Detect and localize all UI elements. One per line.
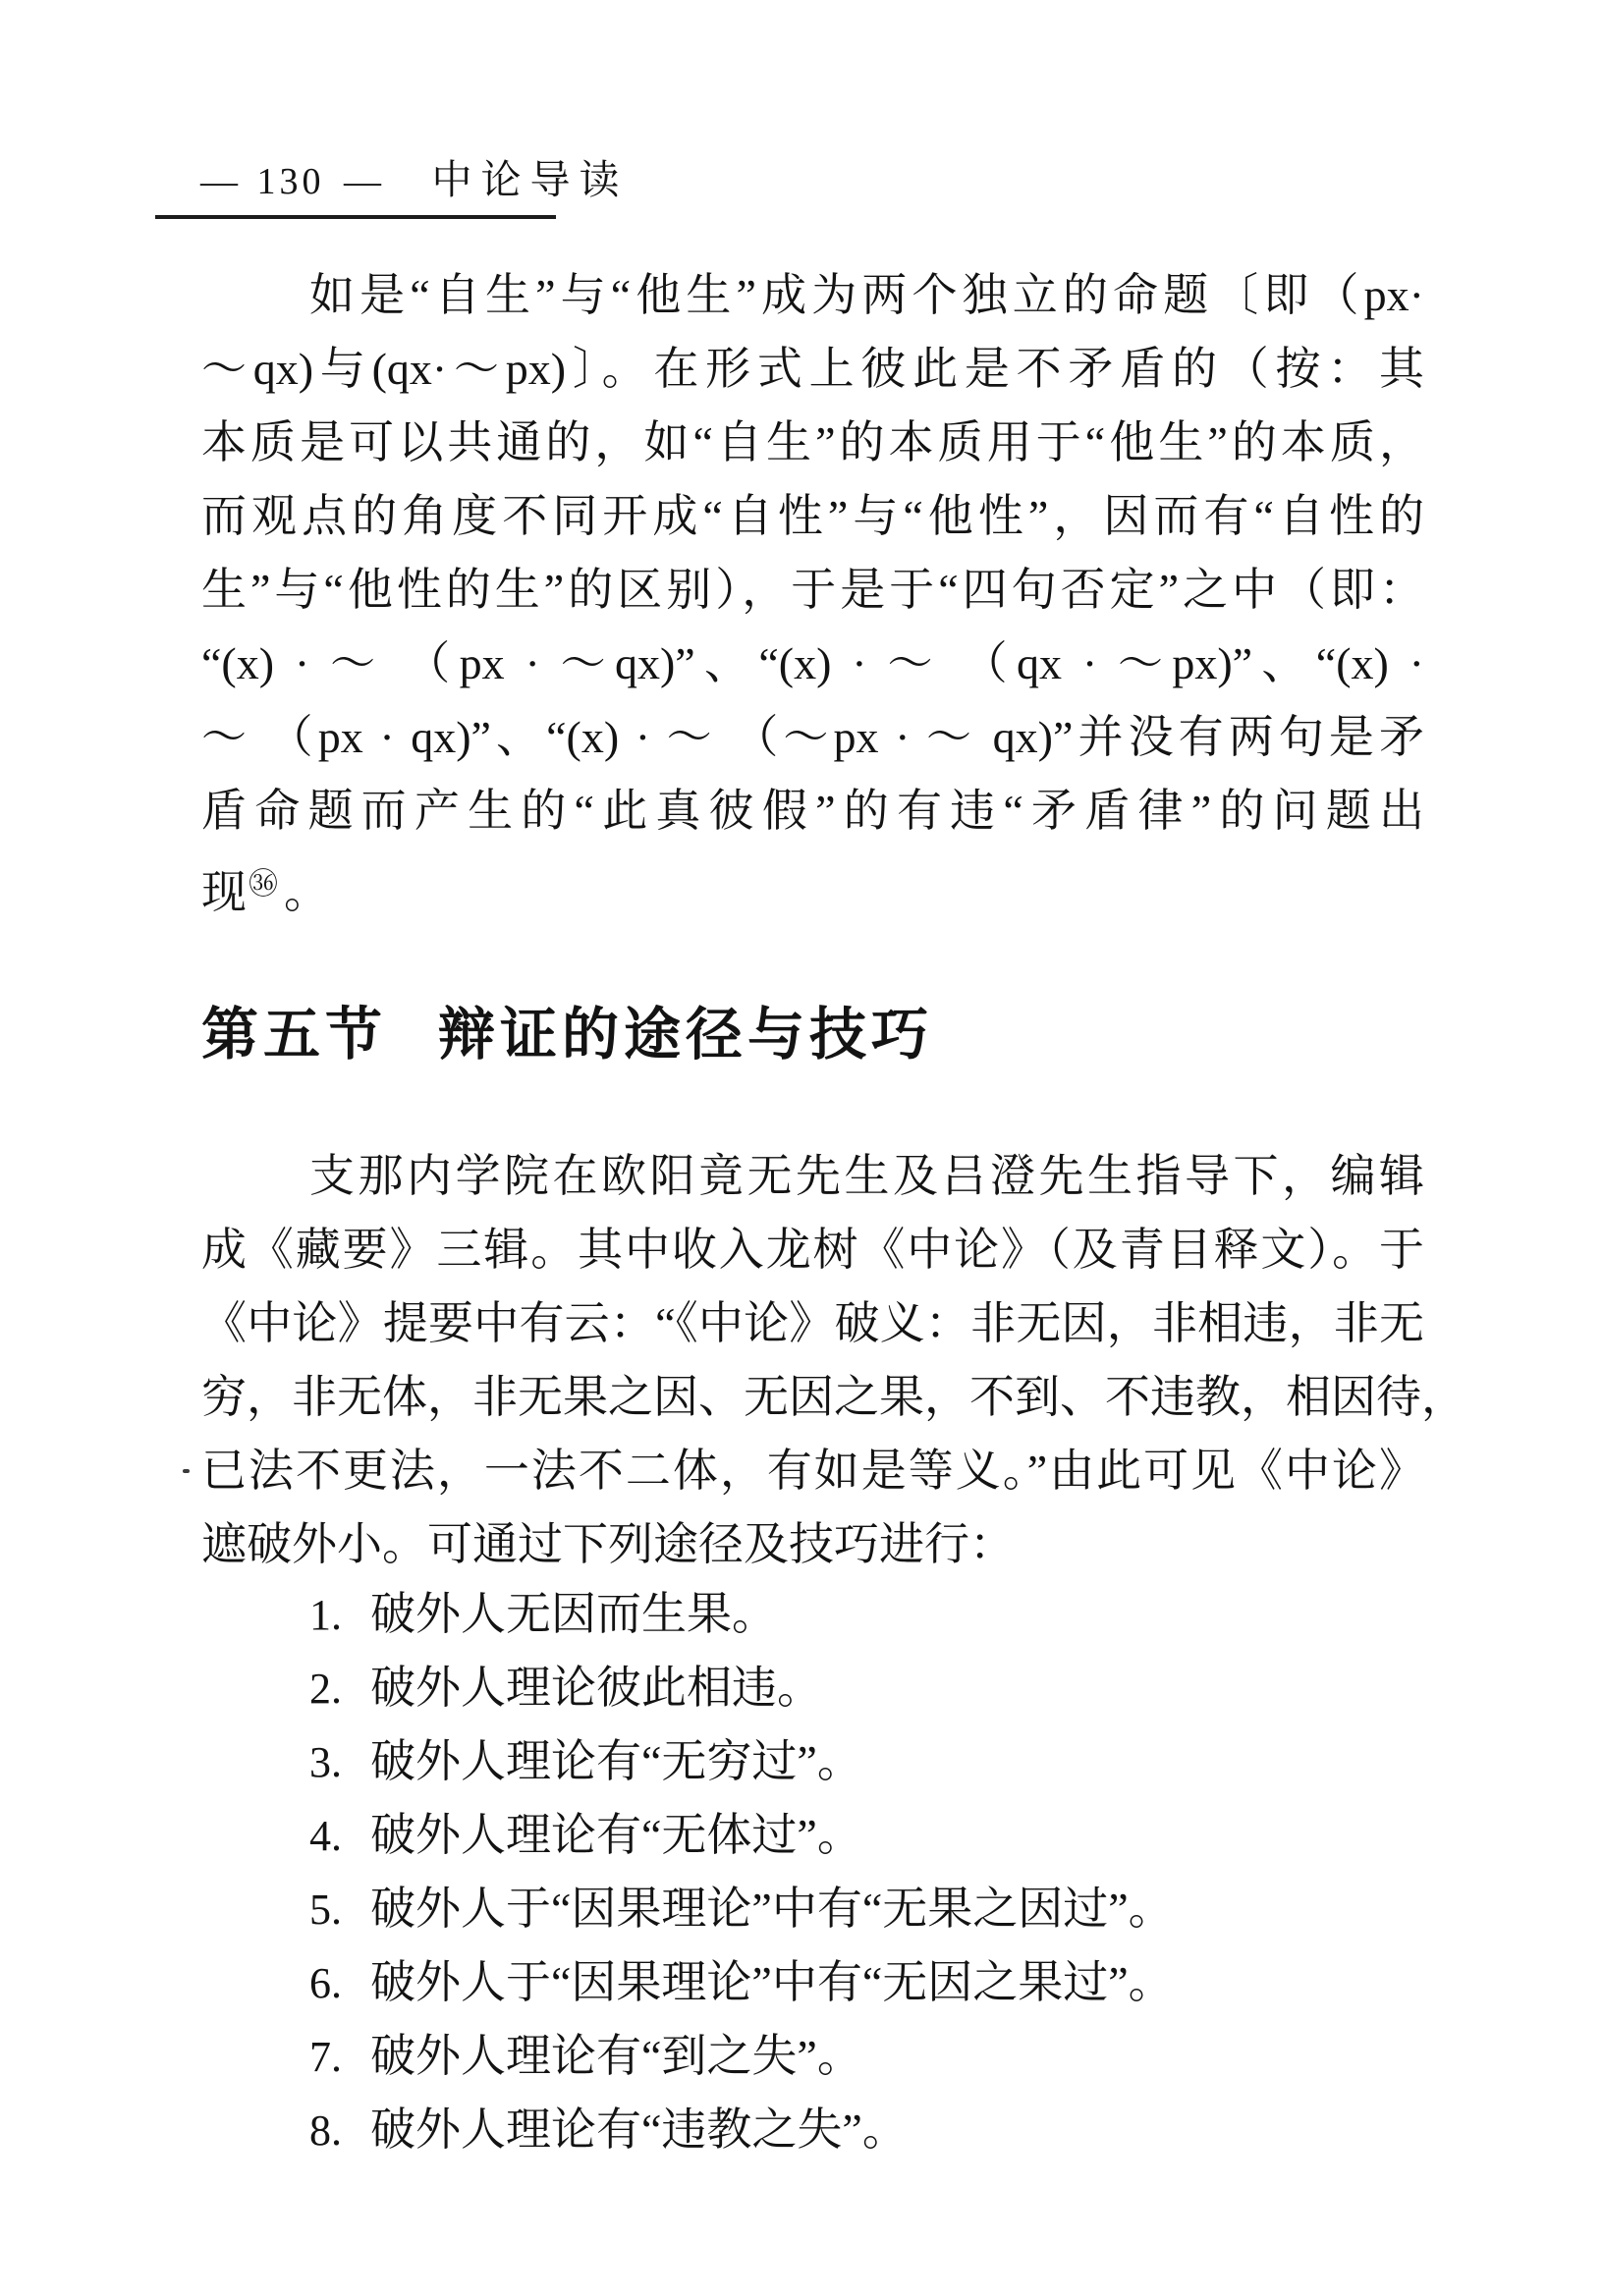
p1-line: ～qx)与(qx·～px)〕。在形式上彼此是不矛盾的（按：其 (201, 344, 1424, 394)
list-item-number: 3. (309, 1738, 342, 1786)
section-heading (201, 988, 933, 1070)
list-item (201, 1577, 1424, 1651)
p1-last-line (201, 847, 1424, 921)
list-item-number: 5. (309, 1886, 342, 1934)
list-item-number: 8. (309, 2106, 342, 2155)
list-item-number: 6. (309, 1959, 342, 2007)
list-item-number: 2. (309, 1665, 342, 1713)
list-item-number: 4. (309, 1812, 342, 1860)
footnote-mark-36: ㊱ (249, 868, 278, 901)
list-item-text: 破外人无因而生果。 (370, 1589, 777, 1639)
p1-line: ～ （px · qx)”、“(x) · ～ （～px · ～ qx)”并没有两句是矛 (201, 712, 1424, 762)
list-item-text: 破外人理论有“无体过”。 (370, 1810, 862, 1860)
list-item (201, 1872, 1424, 1945)
p1-line: “(x) · ～ （px · ～qx)”、“(x) · ～ （qx · ～px)”、“(x) · (201, 638, 1424, 688)
paragraph-2 (201, 1139, 1466, 1581)
list-item (201, 1798, 1424, 1872)
p2-line: 《中论》提要中有云：“《中论》破义：非无因，非相违，非无 (201, 1298, 1424, 1348)
p1-line: 如是“自生”与“他生”成为两个独立的命题〔即（px· (309, 270, 1424, 320)
list-item-number: 7. (309, 2033, 342, 2081)
p2-line: 遮破外小。可通过下列途径及技巧进行： (201, 1519, 1015, 1569)
header-left-dash: — (200, 161, 238, 202)
running-header (155, 147, 629, 219)
scan-artifact-speck (183, 1469, 190, 1473)
list-item-text: 破外人理论有“无穷过”。 (370, 1736, 862, 1786)
running-header-text (155, 157, 629, 202)
list-item-number: 1. (309, 1591, 342, 1639)
p2-line: 成《藏要》三辑。其中收入龙树《中论》（及青目释文）。于 (201, 1225, 1424, 1275)
list-item-text: 破外人理论有“到之失”。 (370, 2031, 862, 2081)
section-number: 第五节 (201, 1003, 388, 1066)
book-title: 中论导读 (431, 157, 629, 202)
p2-line: 支那内学院在欧阳竟无先生及吕澄先生指导下，编辑 (309, 1151, 1424, 1201)
p1-last-period: 。 (284, 867, 329, 917)
list-item (201, 2019, 1424, 2093)
list-item (201, 1945, 1424, 2019)
section-title: 辩证的途径与技巧 (438, 1003, 934, 1066)
list-item (201, 2093, 1424, 2166)
p1-line: 本质是可以共通的，如“自生”的本质用于“他生”的本质， (201, 417, 1424, 467)
paragraph-1 (201, 258, 1424, 921)
list-item-text: 破外人理论有“违教之失”。 (370, 2105, 908, 2155)
list-item-text: 破外人于“因果理论”中有“无果之因过”。 (370, 1884, 1174, 1934)
technique-list (201, 1577, 1424, 2166)
p2-line: 穷，非无体，非无果之因、无因之果，不到、不违教，相因待， (201, 1372, 1466, 1422)
p1-line: 而观点的角度不同开成“自性”与“他性”，因而有“自性的 (201, 491, 1424, 541)
header-right-dash: — (344, 161, 381, 202)
p1-last-text: 现 (201, 867, 247, 917)
p1-line: 生”与“他性的生”的区别），于是于“四句否定”之中（即： (201, 565, 1424, 615)
list-item (201, 1724, 1424, 1798)
page-number: 130 (256, 161, 325, 202)
p2-line: 已法不更法，一法不二体，有如是等义。”由此可见《中论》 (201, 1446, 1424, 1496)
p1-line: 盾命题而产生的“此真彼假”的有违“矛盾律”的问题出 (201, 786, 1424, 836)
list-item (201, 1651, 1424, 1724)
list-item-text: 破外人理论彼此相违。 (370, 1663, 822, 1713)
list-item-text: 破外人于“因果理论”中有“无因之果过”。 (370, 1957, 1174, 2007)
